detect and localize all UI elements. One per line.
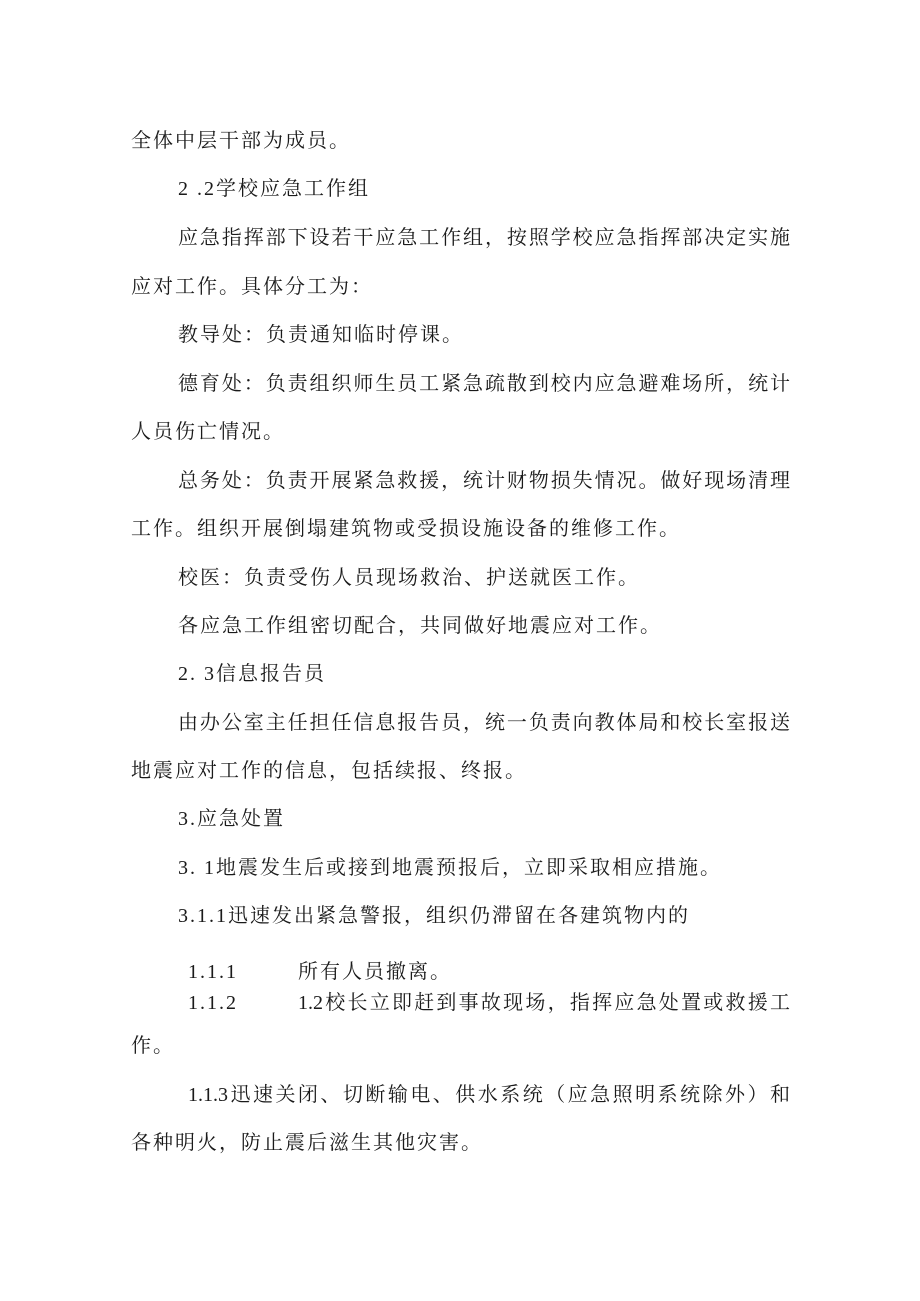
paragraph-line: 总务处：负责开展紧急救援，统计财物损失情况。做好现场清理 [178, 470, 790, 492]
paragraph-line: 全体中层干部为成员。 [131, 130, 351, 152]
paragraph-line: 各种明火，防止震后滋生其他灾害。 [131, 1132, 483, 1154]
paragraph-line: 德育处：负责组织师生员工紧急疏散到校内应急避难场所，统计 [178, 373, 790, 395]
paragraph-line: 应急指挥部下设若干应急工作组，按照学校应急指挥部决定实施 [178, 227, 790, 249]
list-item-number: 1.1.2 [188, 992, 238, 1014]
paragraph-line: 人员伤亡情况。 [131, 421, 285, 443]
list-item-number: 1.1.1 [188, 961, 238, 983]
paragraph-line: 各应急工作组密切配合，共同做好地震应对工作。 [178, 615, 662, 637]
paragraph-line: 工作。组织开展倒塌建筑物或受损设施设备的维修工作。 [131, 518, 681, 540]
section-heading: 3.应急处置 [178, 808, 285, 830]
section-heading: 2. 3信息报告员 [178, 663, 326, 685]
paragraph-line: 1.1.3迅速关闭、切断输电、供水系统（应急照明系统除外）和 [188, 1084, 790, 1106]
paragraph-line: 地震应对工作的信息，包括续报、终报。 [131, 760, 527, 782]
paragraph-line: 校医：负责受伤人员现场救治、护送就医工作。 [178, 567, 640, 589]
paragraph-line: 3. 1地震发生后或接到地震预报后，立即采取相应措施。 [178, 857, 722, 879]
paragraph-line: 作。 [131, 1035, 175, 1057]
paragraph-line: 由办公室主任担任信息报告员，统一负责向教体局和校长室报送 [178, 712, 790, 734]
paragraph-line: 教导处：负责通知临时停课。 [178, 324, 464, 346]
paragraph-line: 3.1.1迅速发出紧急警报，组织仍滞留在各建筑物内的 [178, 905, 690, 927]
list-item-text: 1.2校长立即赶到事故现场，指挥应急处置或救援工 [298, 992, 790, 1014]
section-heading: 2 .2学校应急工作组 [178, 178, 370, 200]
list-item-text: 所有人员撤离。 [298, 961, 452, 983]
paragraph-line: 应对工作。具体分工为： [131, 276, 373, 298]
